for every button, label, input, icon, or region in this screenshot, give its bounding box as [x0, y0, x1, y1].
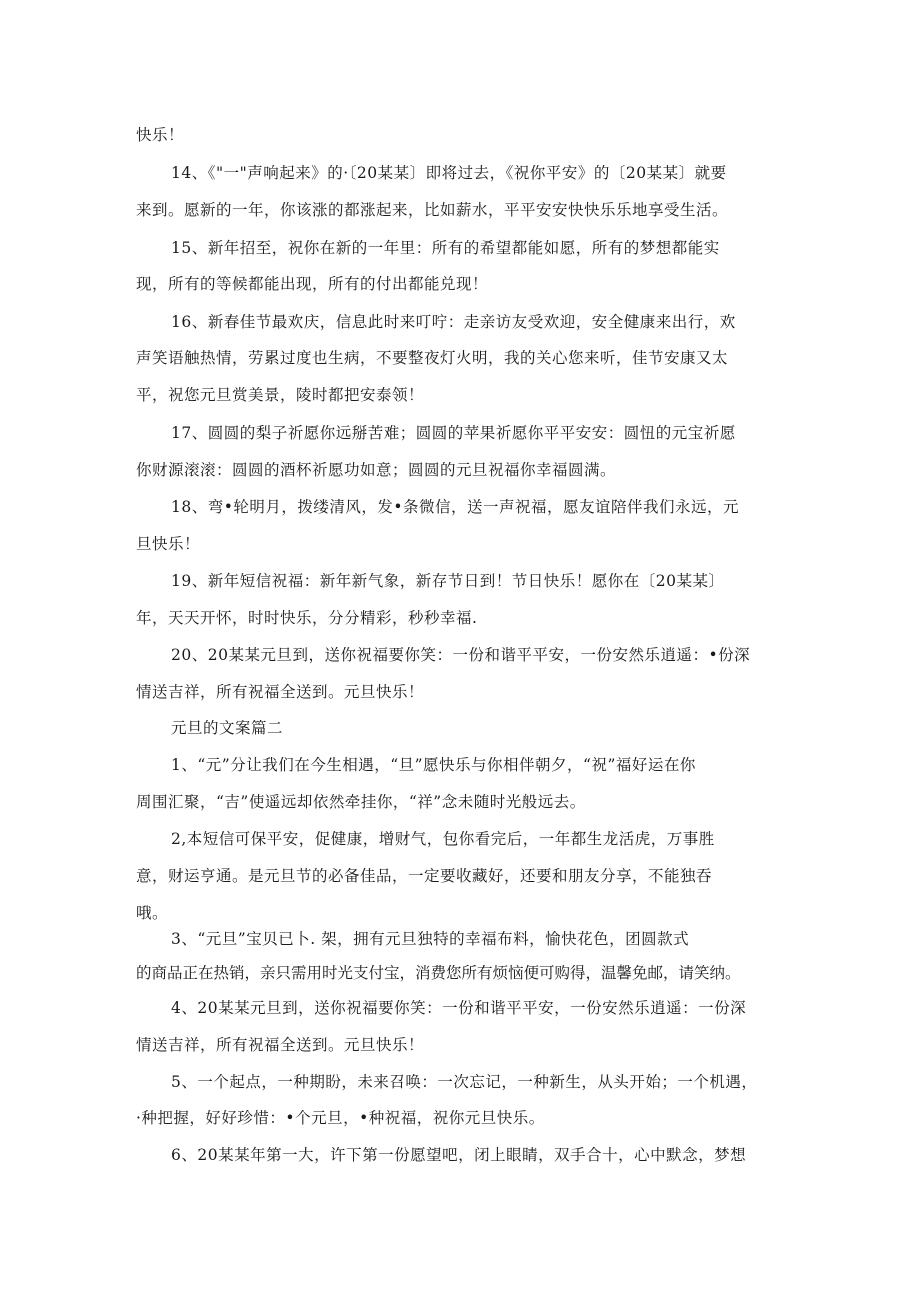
text-line: 快乐！ — [136, 126, 185, 144]
text-line: ·种把握，好好珍惜：•个元旦，•种祝福，祝你元旦快乐。 — [136, 1109, 545, 1127]
text-line: 周围汇聚，“吉”使遥远却依然牵挂你，“祥”念未随时光般远去。 — [136, 793, 586, 811]
text-line: 3、“元旦”宝贝已卜. 架，拥有元旦独特的幸福布料，愉快花色，团圆款式 — [171, 930, 690, 948]
text-line: 2,本短信可保平安，促健康，增财气，包你看完后，一年都生龙活虎，万事胜 — [171, 830, 715, 848]
text-line: 15、新年招至，祝你在新的一年里：所有的希望都能如愿，所有的梦想都能实 — [171, 239, 720, 257]
text-line: 14、《"一"声响起来》的·〔20某某〕即将过去，《祝你平安》的〔20某某〕就要 — [171, 164, 727, 182]
text-line: 现，所有的等候都能出现，所有的付出都能兑现！ — [136, 275, 489, 293]
section-heading: 元旦的文案篇二 — [171, 719, 284, 737]
text-line: 年，天天开怀，时时快乐，分分精彩，秒秒幸福. — [136, 609, 478, 627]
text-line: 1、“元”分让我们在今生相遇，“旦”愿快乐与你相伴朝夕，“祝”福好运在你 — [171, 756, 696, 774]
text-line: 17、圆圆的梨子祈愿你远掰苦难；圆圆的苹果祈愿你平平安安：圆忸的元宝祈愿 — [171, 424, 736, 442]
text-line: 20、20某某元旦到，送你祝福要你笑：一份和谐平平安，一份安然乐逍遥：•份深 — [171, 646, 751, 664]
text-line: 声笑语触热情，劳累过度也生病，不要整夜灯火明，我的关心您来听，佳节安康又太 — [136, 349, 729, 367]
text-line: 的商品正在热销，亲只需用时光支付宝，消费您所有烦恼便可购得，温馨免邮，请笑纳。 — [136, 964, 741, 982]
text-line: 16、新春佳节最欢庆，信息此时来叮咛：走亲访友受欢迎，安全健康来出行，欢 — [171, 313, 736, 331]
text-line: 意，财运亨通。是元旦节的必备佳品，一定要收藏好，还要和朋友分享，不能独吞 — [136, 867, 713, 885]
text-line: 旦快乐！ — [136, 535, 201, 553]
text-line: 平，祝您元旦赏美景，陵时都把安泰领！ — [136, 386, 425, 404]
text-line: 情送吉祥，所有祝福全送到。元旦快乐！ — [136, 683, 425, 701]
text-line: 18、弯•轮明月，拨缕清风，发•条微信，送一声祝福，愿友谊陪伴我们永远，元 — [171, 498, 740, 516]
text-line: 情送吉祥，所有祝福全送到。元旦快乐！ — [136, 1036, 425, 1054]
text-line: 19、新年短信祝福：新年新气象，新存节日到！节日快乐！愿你在〔20某某〕 — [171, 572, 725, 590]
text-line: 6、20某某年第一大，许下第一份愿望吧，闭上眼睛，双手合十，心中默念，梦想 — [171, 1146, 747, 1164]
text-line: 来到。愿新的一年，你该涨的都涨起来，比如薪水，平平安安快快乐乐地享受生活。 — [136, 201, 729, 219]
text-line: 你财源滚滚：圆圆的酒杯祈愿功如意；圆圆的元旦祝福你幸福圆满。 — [136, 461, 617, 479]
text-line: 5、一个起点，一种期盼，未来召唤：一次忘记，一种新生，从头开始；一个机遇， — [171, 1073, 758, 1091]
text-line: 哦。 — [136, 904, 169, 922]
text-line: 4、20某某元旦到，送你祝福要你笑：一份和谐平平安，一份安然乐逍遥：一份深 — [171, 999, 747, 1017]
